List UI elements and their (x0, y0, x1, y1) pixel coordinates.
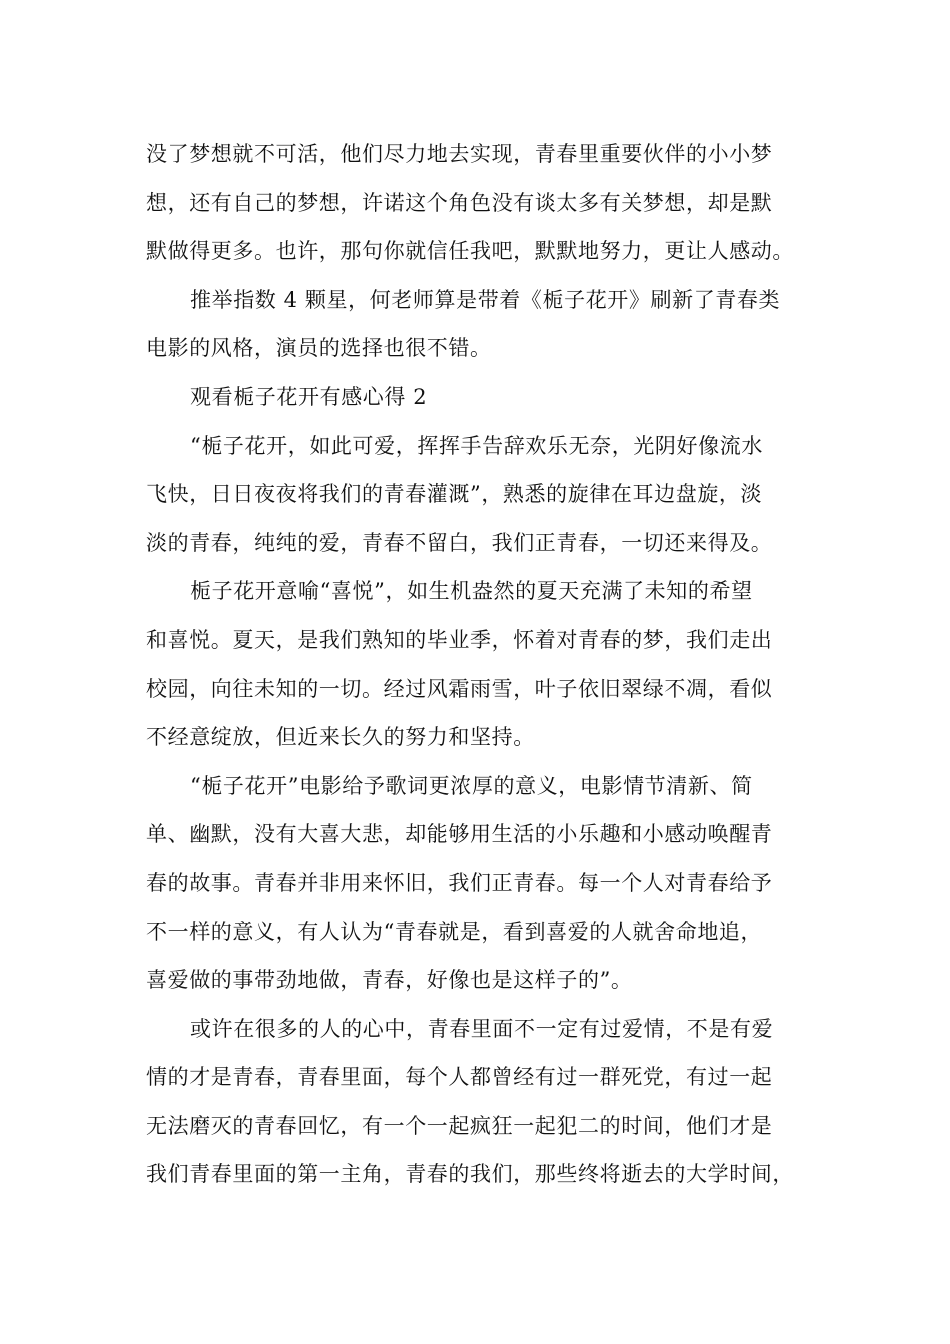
paragraph-3 (146, 422, 826, 568)
text-line: 电影的风格，演员的选择也很不错。 (146, 336, 492, 361)
paragraph-2 (146, 276, 826, 373)
text-line: 默做得更多。也许，那句你就信任我吧，默默地努力，更让人感动。 (146, 239, 794, 264)
text-line: 没了梦想就不可活，他们尽力地去实现，青春里重要伙伴的小小梦 (146, 142, 773, 166)
text-line: 不一样的意义，有人认为“青春就是，看到喜爱的人就舍命地追， (146, 919, 763, 944)
text-line: 想，还有自己的梦想，许诺这个角色没有谈太多有关梦想，却是默 (146, 190, 773, 215)
text-line: 情的才是青春，青春里面，每个人都曾经有过一群死党，有过一起 (146, 1065, 773, 1090)
text-line: 校园，向往未知的一切。经过风霜雨雪，叶子依旧翠绿不凋，看似 (146, 676, 773, 701)
paragraph-1 (146, 130, 826, 276)
text-line: 春的故事。青春并非用来怀旧，我们正青春。每一个人对青春给予 (146, 870, 773, 895)
text-line: 推举指数 4 颗星，何老师算是带着《栀子花开》刷新了青春类 (190, 287, 781, 312)
text-line: 我们青春里面的第一主角，青春的我们，那些终将逝去的大学时间， (146, 1162, 794, 1187)
paragraph-4 (146, 567, 826, 761)
text-line: 淡的青春，纯纯的爱，青春不留白，我们正青春，一切还来得及。 (146, 530, 773, 555)
text-line: 和喜悦。夏天，是我们熟知的毕业季，怀着对青春的梦，我们走出 (146, 627, 773, 652)
text-line: 单、幽默，没有大喜大悲，却能够用生活的小乐趣和小感动唤醒青 (146, 822, 773, 847)
text-line: “栀子花开”电影给予歌词更浓厚的意义，电影情节清新、简 (190, 773, 753, 798)
text-line: 观看栀子花开有感心得 2 (190, 384, 428, 409)
text-line: 不经意绽放，但近来长久的努力和坚持。 (146, 725, 535, 750)
document-body (146, 130, 826, 1199)
text-line: 飞快，日日夜夜将我们的青春灌溉”，熟悉的旋律在耳边盘旋，淡 (146, 482, 763, 507)
text-line: 无法磨灭的青春回忆，有一个一起疯狂一起犯二的时间，他们才是 (146, 1113, 773, 1138)
text-line: 喜爱做的事带劲地做，青春，好像也是这样子的”。 (146, 968, 633, 993)
paragraph-5 (146, 762, 826, 1005)
text-line: “栀子花开，如此可爱，挥挥手告辞欢乐无奈，光阴好像流水 (190, 433, 763, 458)
paragraph-6 (146, 1005, 826, 1199)
text-line: 栀子花开意喻“喜悦”，如生机盎然的夏天充满了未知的希望 (190, 579, 753, 604)
section-heading (146, 373, 826, 422)
text-line: 或许在很多的人的心中，青春里面不一定有过爱情，不是有爱 (190, 1016, 774, 1041)
